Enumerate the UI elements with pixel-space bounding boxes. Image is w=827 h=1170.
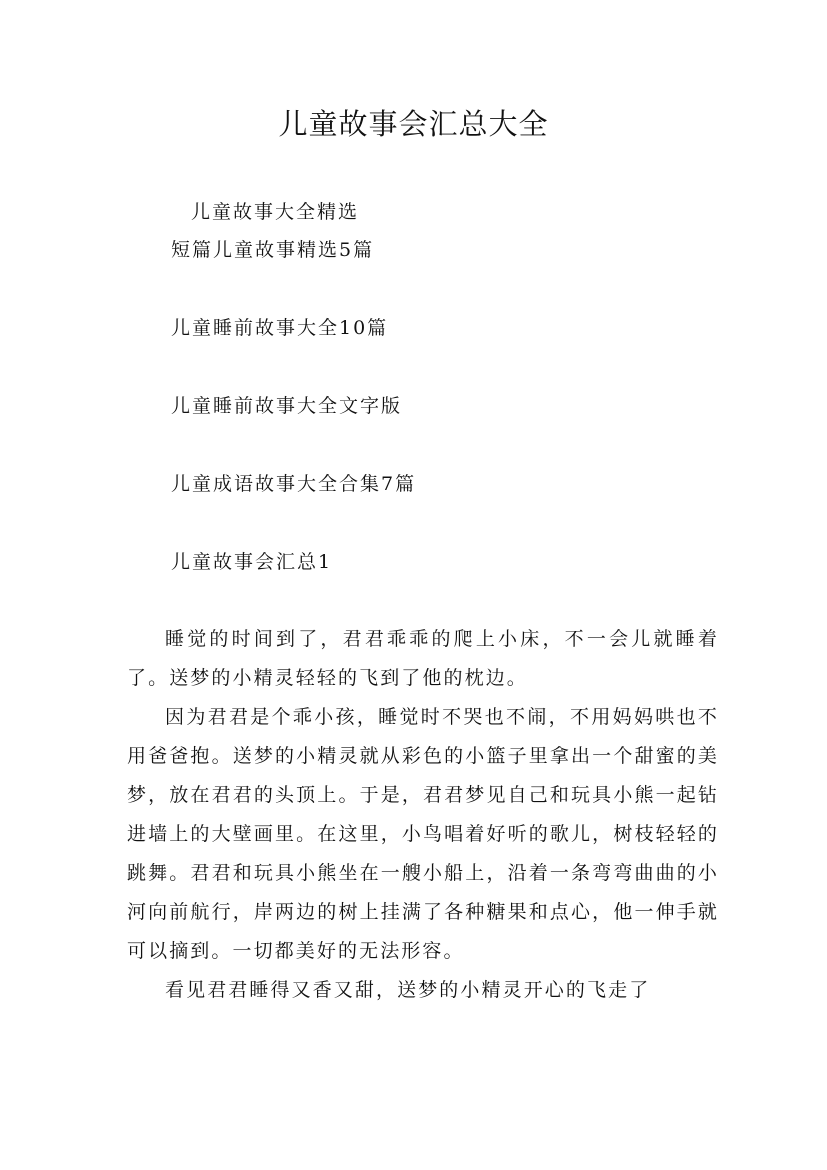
toc-item: 儿童故事会汇总1	[171, 551, 333, 573]
story-body	[127, 620, 719, 1010]
toc-item: 儿童成语故事大全合集7篇	[171, 473, 417, 495]
paragraph: 看见君君睡得又香又甜，送梦的小精灵开心的飞走了	[165, 979, 651, 1001]
toc-item: 儿童睡前故事大全文字版	[171, 395, 403, 417]
toc-item: 短篇儿童故事精选5篇	[171, 239, 375, 261]
table-of-contents	[171, 196, 731, 618]
document-title: 儿童故事会汇总大全	[278, 107, 549, 141]
paragraph: 因为君君是个乖小孩，睡觉时不哭也不闹，不用妈妈哄也不用爸爸抱。送梦的小精灵就从彩色的小篮子里拿出一个甜蜜的美梦，放在君君的头顶上。于是，君君梦见自己和玩具小熊一起钻进墙上的大壁画里。在这里，小鸟唱着好听的歌儿，树枝轻轻的跳舞。君君和玩具小熊坐在一艘小船上，沿着一条弯弯曲曲的小河向前航行，岸两边的树上挂满了各种糖果和点心，他一伸手就可以摘到。一切都美好的无法形容。	[127, 706, 719, 962]
toc-item: 儿童睡前故事大全10篇	[171, 317, 389, 339]
paragraph: 睡觉的时间到了，君君乖乖的爬上小床，不一会儿就睡着了。送梦的小精灵轻轻的飞到了他的枕边。	[127, 628, 719, 689]
toc-item: 儿童故事大全精选	[191, 201, 360, 223]
